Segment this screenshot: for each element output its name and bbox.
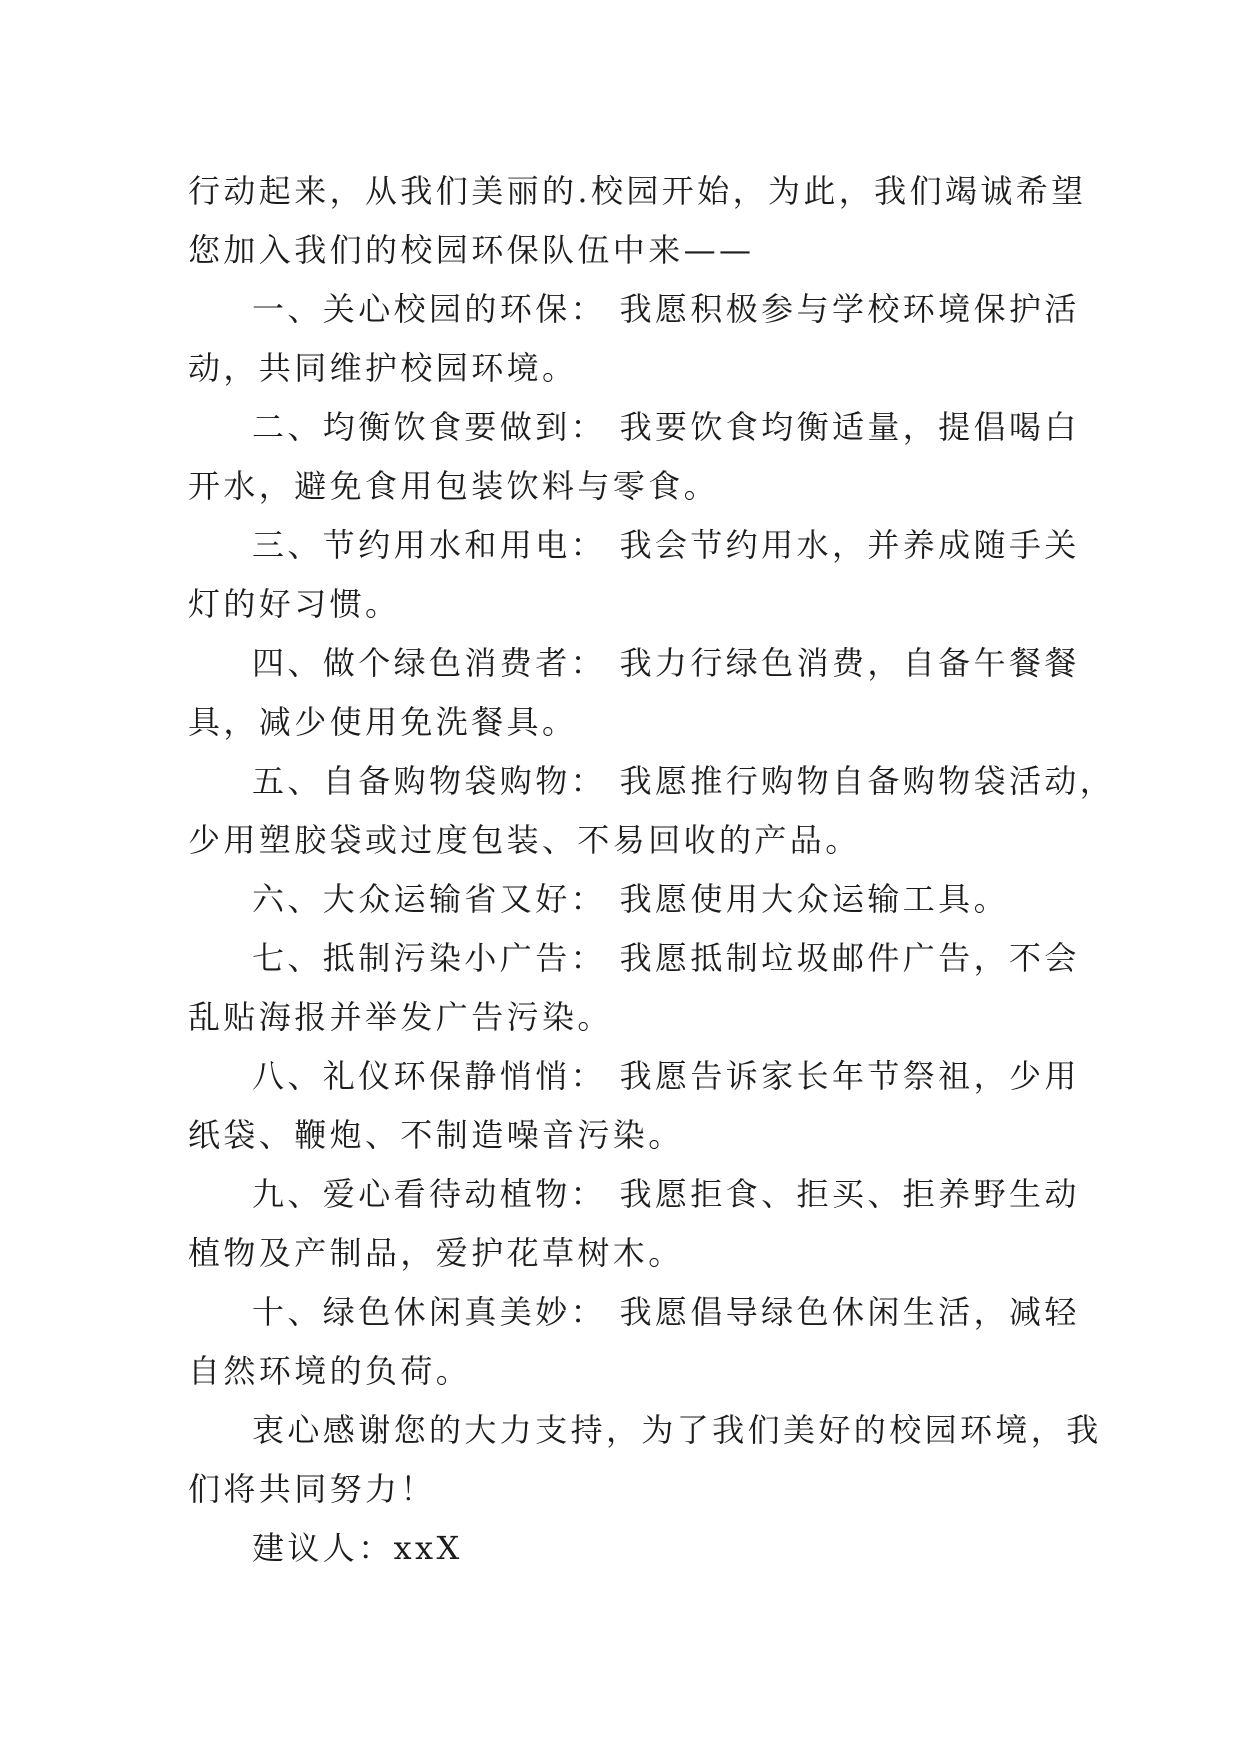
item-8-line-1: 八、礼仪环保静悄悄： 我愿告诉家长年节祭祖，少用: [252, 1057, 1080, 1095]
item-9-line-2: 植物及产制品，爱护花草树木。: [188, 1234, 684, 1272]
closing-line-1: 衷心感谢您的大力支持，为了我们美好的校园环境，我: [252, 1411, 1102, 1449]
item-6-line-1: 六、大众运输省又好： 我愿使用大众运输工具。: [252, 880, 1009, 918]
item-3-line-1: 三、节约用水和用电： 我会节约用水，并养成随手关: [252, 526, 1080, 564]
item-2-line-1: 二、均衡饮食要做到： 我要饮食均衡适量，提倡喝白: [252, 408, 1080, 446]
intro-line-2: 您加入我们的校园环保队伍中来——: [188, 231, 755, 269]
item-10-line-1: 十、绿色休闲真美妙： 我愿倡导绿色休闲生活，减轻: [252, 1293, 1080, 1331]
item-5-line-1: 五、自备购物袋购物： 我愿推行购物自备购物袋活动，: [252, 762, 1116, 800]
document-body: [188, 162, 1116, 1578]
item-9-line-1: 九、爱心看待动植物： 我愿拒食、拒买、拒养野生动: [252, 1175, 1080, 1213]
intro-line-1: 行动起来，从我们美丽的.校园开始，为此，我们竭诚希望: [188, 172, 1087, 210]
item-2-line-2: 开水，避免食用包装饮料与零食。: [188, 467, 720, 505]
item-1-line-2: 动，共同维护校园环境。: [188, 349, 578, 387]
signature-line: 建议人：xxX: [252, 1529, 463, 1567]
item-10-line-2: 自然环境的负荷。: [188, 1352, 472, 1390]
item-5-line-2: 少用塑胶袋或过度包装、不易回收的产品。: [188, 821, 861, 859]
item-3-line-2: 灯的好习惯。: [188, 585, 401, 623]
item-4-line-1: 四、做个绿色消费者： 我力行绿色消费，自备午餐餐: [252, 644, 1080, 682]
item-7-line-2: 乱贴海报并举发广告污染。: [188, 998, 613, 1036]
item-4-line-2: 具，减少使用免洗餐具。: [188, 703, 578, 741]
item-1-line-1: 一、关心校园的环保： 我愿积极参与学校环境保护活: [252, 290, 1080, 328]
item-8-line-2: 纸袋、鞭炮、不制造噪音污染。: [188, 1116, 684, 1154]
closing-line-2: 们将共同努力！: [188, 1470, 436, 1508]
item-7-line-1: 七、抵制污染小广告： 我愿抵制垃圾邮件广告，不会: [252, 939, 1080, 977]
